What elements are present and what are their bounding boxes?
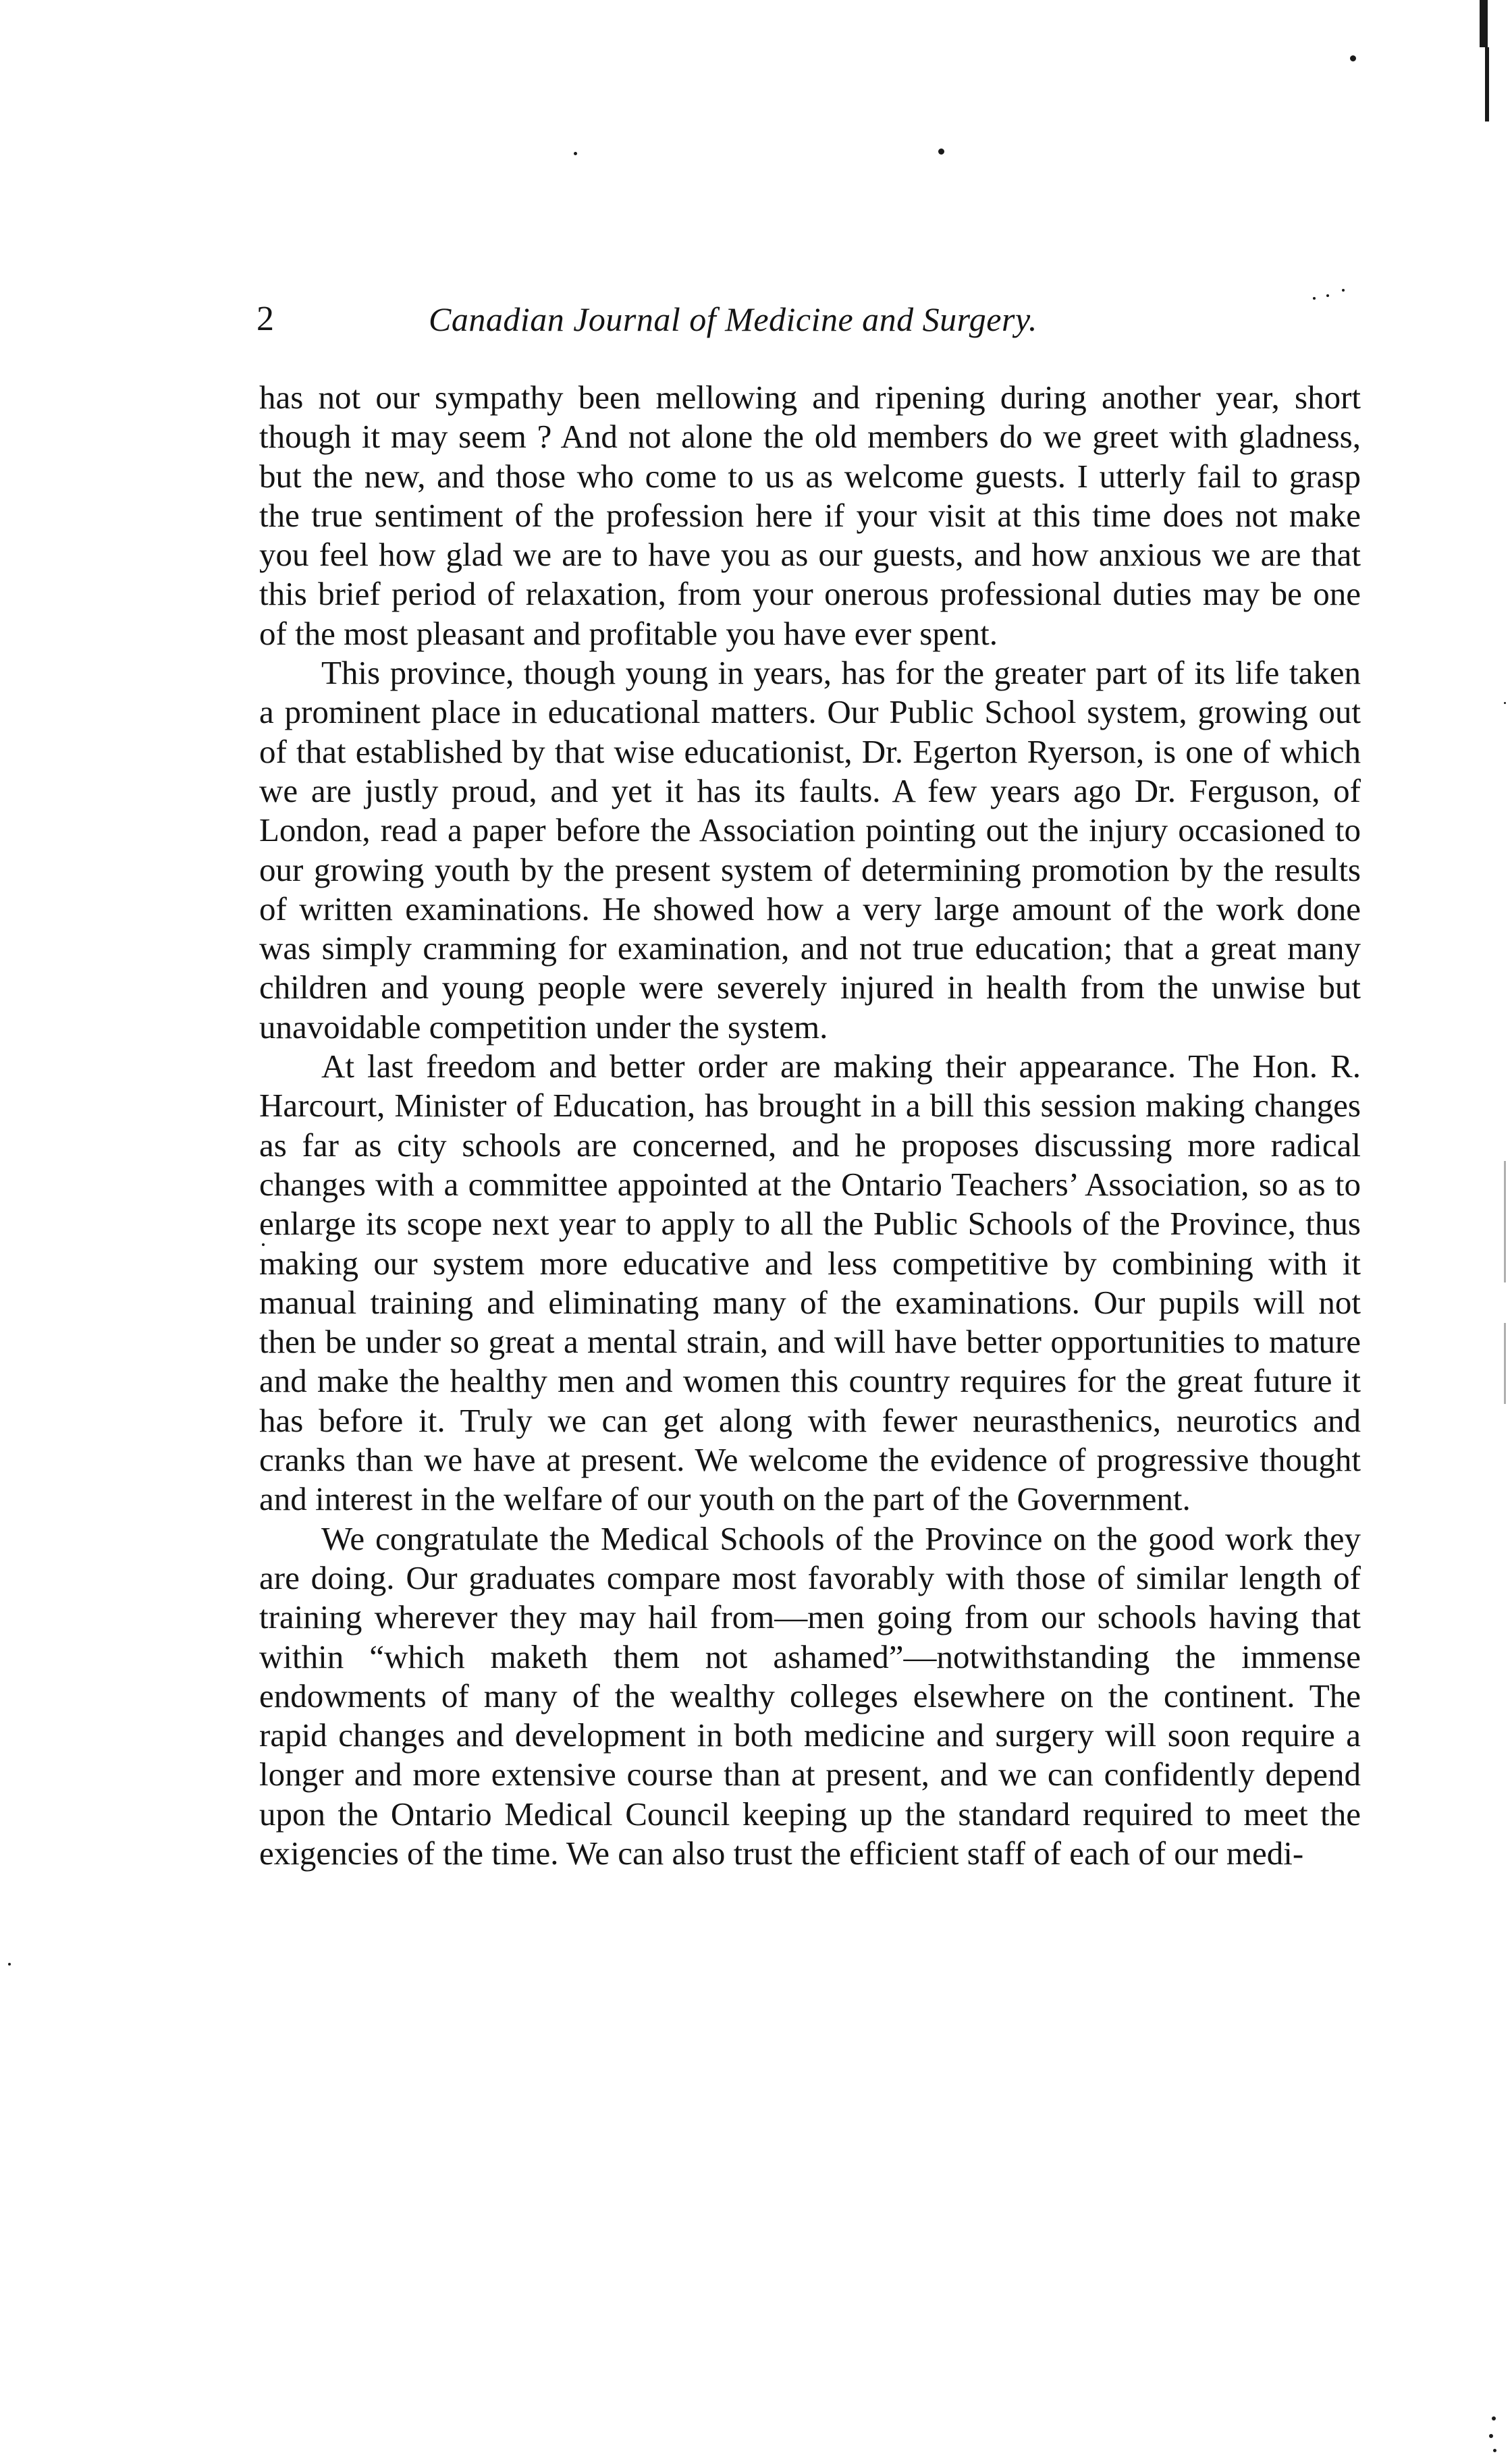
scan-speck [1342,289,1345,292]
scan-speck [1326,294,1329,297]
page-number: 2 [256,300,274,338]
paragraph: We congratulate the Medical Schools of the Province on the good work they are doing. Our graduates compare most favorably with those of similar length of training wherever they may hail from—men going from our schools having that within “which maketh them not ashamed”—notwithstanding the immense endowments of many of the wealthy colleges elsewhere on the continent. The rapid changes and development in both medicine and surgery will soon require a longer and more extensive course than at present, and we can confidently depend upon the Ontario Medical Council keeping up the standard required to meet the exigencies of the time. We can also trust the efficient staff of each of our medi- [259,1519,1361,1872]
scan-speck [938,148,944,155]
running-head [256,296,1282,343]
paragraph: has not our sympathy been mellowing and ripening during another year, short though it may seem ? And not alone the old members do we greet with gladness, but the new, and those who come to us as welcome guests. I utterly fail to grasp the true sentiment of the profession here if your visit at this time does not make you feel how glad we are to have you as our guests, and how anxious we are that this brief period of relaxation, from your onerous professional duties may be one of the most pleasant and profitable you have ever spent. [259,379,1361,652]
scan-speck [1504,1323,1506,1404]
scan-speck [1504,1161,1506,1282]
scan-speck [1493,2449,1496,2452]
article-body [259,378,1361,1873]
paragraph: At last freedom and better order are making their appearance. The Hon. R. Harcourt, Minister of Education, has brought in a bill this session making changes as far as city schools are concerned, and he proposes discussing more radical changes with a committee appointed at the Ontario Teachers’ Association, so as to enlarge its scope next year to apply to all the Public Schools of the Province, thus making our system more educative and less competitive by combining with it manual training and eliminating many of the examinations. Our pupils will not then be under so great a mental strain, and will have better opportunities to mature and make the healthy men and women this country requires for the great future it has before it. Truly we can get along with fewer neurasthenics, neurotics and cranks than we have at present. We welcome the evidence of progressive thought and interest in the welfare of our youth on the part of the Government. [259,1048,1361,1518]
scan-speck [1313,297,1316,300]
scan-speck [1492,2416,1496,2420]
scan-edge-mark [1480,0,1488,47]
scan-speck [1504,702,1506,704]
scan-speck [8,1963,11,1966]
paragraph: This province, though young in years, has for the greater part of its life taken a prominent place in educational matters. Our Public School system, growing out of that established by that wise educationist, Dr. Egerton Ryerson, is one of which we are justly proud, and yet it has its faults. A few years ago Dr. Ferguson, of London, read a paper before the Association pointing out the injury occasioned to our growing youth by the present system of determining promotion by the results of written examinations. He showed how a very large amount of the work done was simply cramming for examination, and not true education; that a great many children and young people were severely injured in health from the unwise but unavoidable competition under the system. [259,654,1361,1046]
journal-title: Canadian Journal of Medicine and Surgery. [429,300,1037,338]
scan-speck [1489,2434,1493,2438]
scan-speck [574,152,577,155]
scan-edge-mark [1485,47,1489,121]
scan-speck [1350,55,1356,61]
